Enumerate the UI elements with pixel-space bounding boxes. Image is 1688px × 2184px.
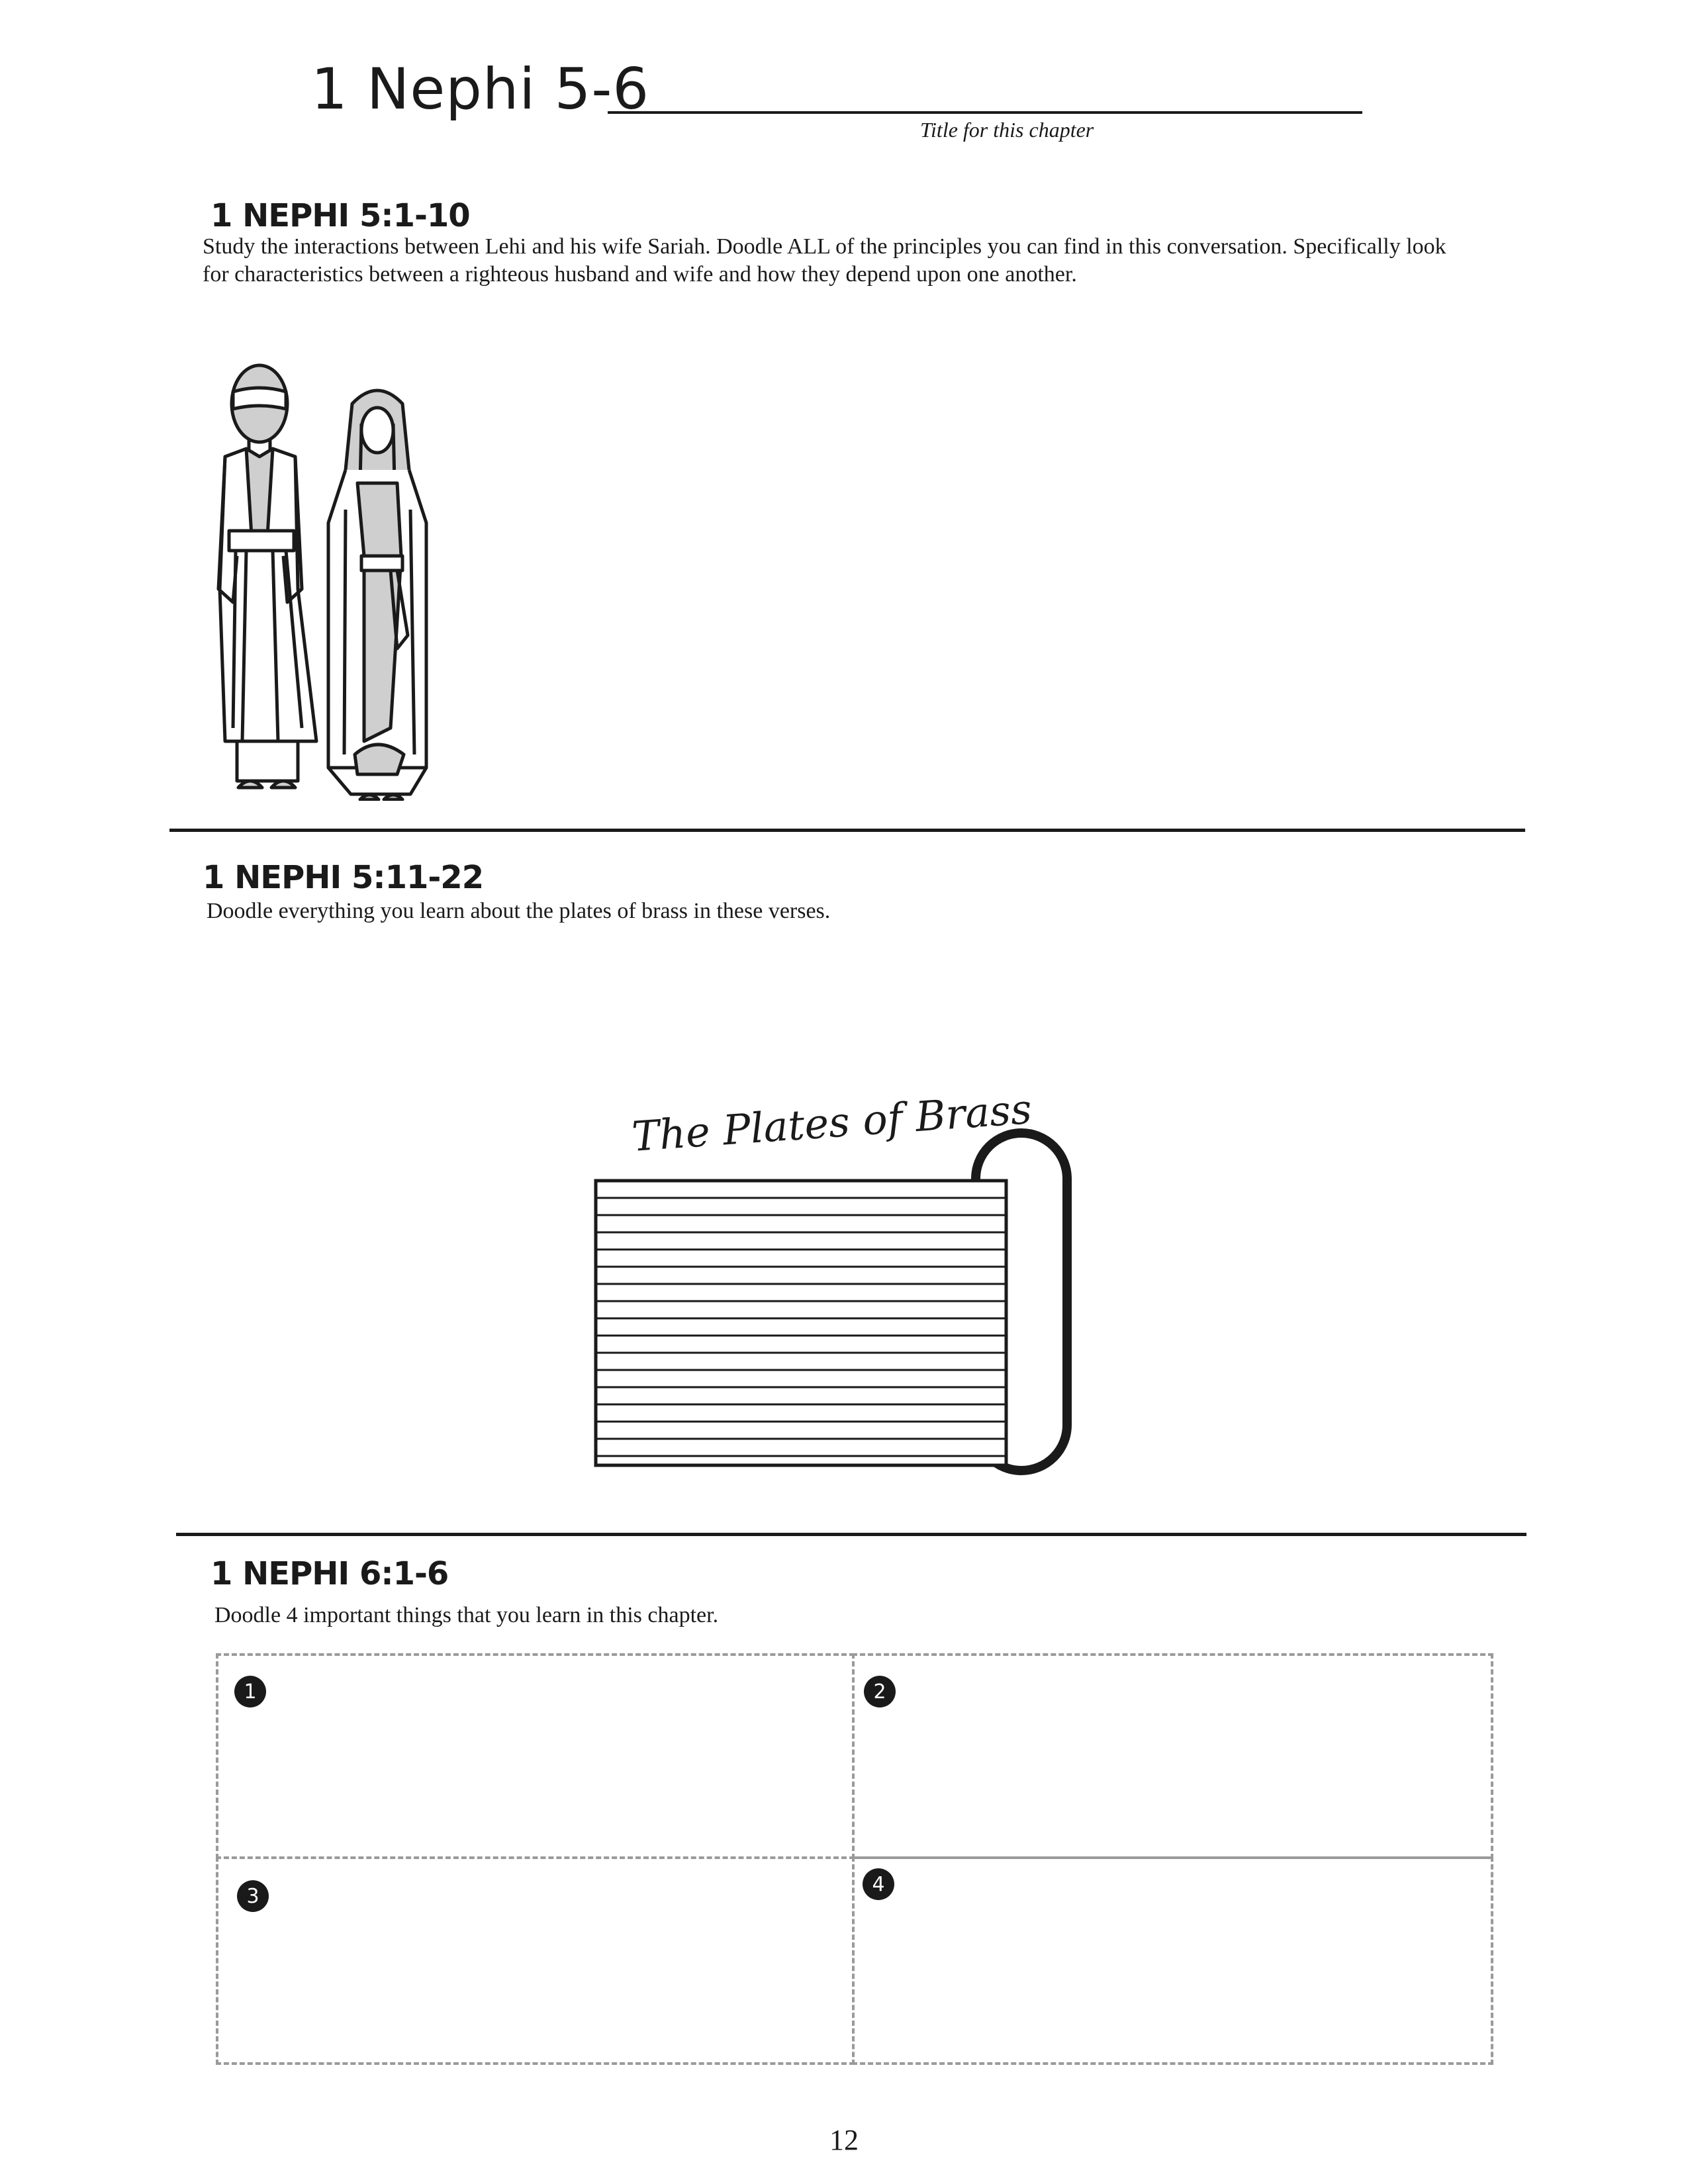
chapter-title: 1 Nephi 5-6	[311, 56, 650, 122]
number-badge: 2	[864, 1676, 896, 1707]
lehi-sariah-illustration	[199, 357, 450, 801]
section-heading-5-11-22: 1 NEPHI 5:11-22	[203, 859, 484, 896]
chapter-title-blank-line[interactable]	[608, 111, 1362, 114]
section-instructions-5-1-10	[203, 233, 1446, 289]
number-badge: 3	[237, 1880, 269, 1912]
lehi-figure	[218, 365, 316, 788]
sariah-figure	[328, 390, 426, 799]
section-heading-5-1-10: 1 NEPHI 5:1-10	[211, 197, 470, 234]
section-divider	[176, 1533, 1526, 1536]
doodle-box-2[interactable]	[852, 1653, 1493, 1859]
section-heading-6-1-6: 1 NEPHI 6:1-6	[211, 1555, 449, 1592]
instructions-line-1: Study the interactions between Lehi and his wife Sariah. Doodle ALL of the principles you can find in this conversation. Specifically look	[203, 234, 1446, 259]
page-number: 12	[829, 2124, 859, 2156]
doodle-grid	[216, 1653, 1493, 2065]
number-badge: 1	[234, 1676, 266, 1707]
doodle-box-4[interactable]	[852, 1856, 1493, 2065]
plates-of-brass-illustration	[589, 1125, 1079, 1476]
number-badge: 4	[863, 1868, 894, 1900]
plates-of-brass-label: The Plates of Brass	[630, 1084, 1033, 1161]
doodle-box-3[interactable]	[216, 1856, 855, 2065]
section-instructions-5-11-22: Doodle everything you learn about the plates of brass in these verses.	[207, 899, 831, 923]
instructions-line-2: for characteristics between a righteous husband and wife and how they depend upon one another.	[203, 262, 1077, 287]
section-instructions-6-1-6: Doodle 4 important things that you learn in this chapter.	[214, 1603, 719, 1627]
section-divider	[169, 829, 1525, 832]
title-caption: Title for this chapter	[920, 118, 1094, 142]
doodle-box-1[interactable]	[216, 1653, 855, 1859]
